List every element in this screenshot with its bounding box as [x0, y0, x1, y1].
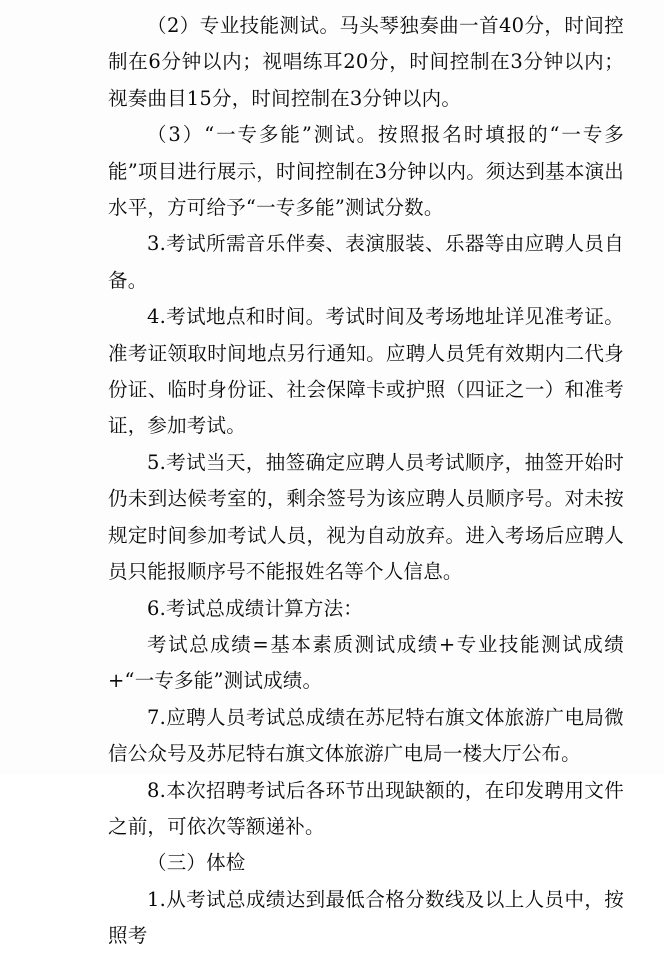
- paragraph-total-score-method: 6.考试总成绩计算方法：: [147, 596, 364, 620]
- paragraph-exam-place-and-time: 4.考试地点和时间。考试时间及考场地址详见准考证。准考证领取时间地点另行通知。应聘人员凭有效期内二代身份证、临时身份证、社会保障卡或护照（四证之一）和准考证，参加考试。: [108, 305, 624, 438]
- paragraph-professional-skill-test: （2）专业技能测试。马头琴独奏曲一首40分，时间控制在6分钟以内；视唱练耳20分，时间控制在3分钟以内；视奏曲目15分，时间控制在3分钟以内。: [108, 14, 624, 110]
- paragraph-one-specialty-multi-ability-test: （3）“一专多能”测试。按照报名时填报的“一专多能”项目进行展示，时间控制在3分钟以内。须达到基本演出水平，方可给予“一专多能”测试分数。: [108, 123, 624, 220]
- paragraph-physical-exam-selection: 1.从考试总成绩达到最低合格分数线及以上人员中，按照考: [108, 887, 624, 948]
- paragraph-total-score-formula: 考试总成绩=基本素质测试成绩+专业技能测试成绩+“一专多能”测试成绩。: [108, 632, 624, 693]
- paragraph-exam-day-draw-lots: 5.考试当天，抽签确定应聘人员考试顺序，抽签开始时仍未到达候考室的，剩余签号为该应聘人员顺序号。对未按规定时间参加考试人员，视为自动放弃。进入考场后应聘人员只能报顺序号不能报姓名等个人信息。: [108, 450, 624, 584]
- paragraph-vacancy-supplement: 8.本次招聘考试后各环节出现缺额的，在印发聘用文件之前，可依次等额递补。: [108, 778, 624, 838]
- paragraph-section-three-physical-exam: （三）体检: [147, 851, 246, 875]
- paragraph-score-publication: 7.应聘人员考试总成绩在苏尼特右旗文体旅游广电局微信公众号及苏尼特右旗文体旅游广电局一楼大厅公布。: [108, 705, 624, 766]
- paragraph-exam-equipment: 3.考试所需音乐伴奏、表演服装、乐器等由应聘人员自备。: [108, 232, 624, 292]
